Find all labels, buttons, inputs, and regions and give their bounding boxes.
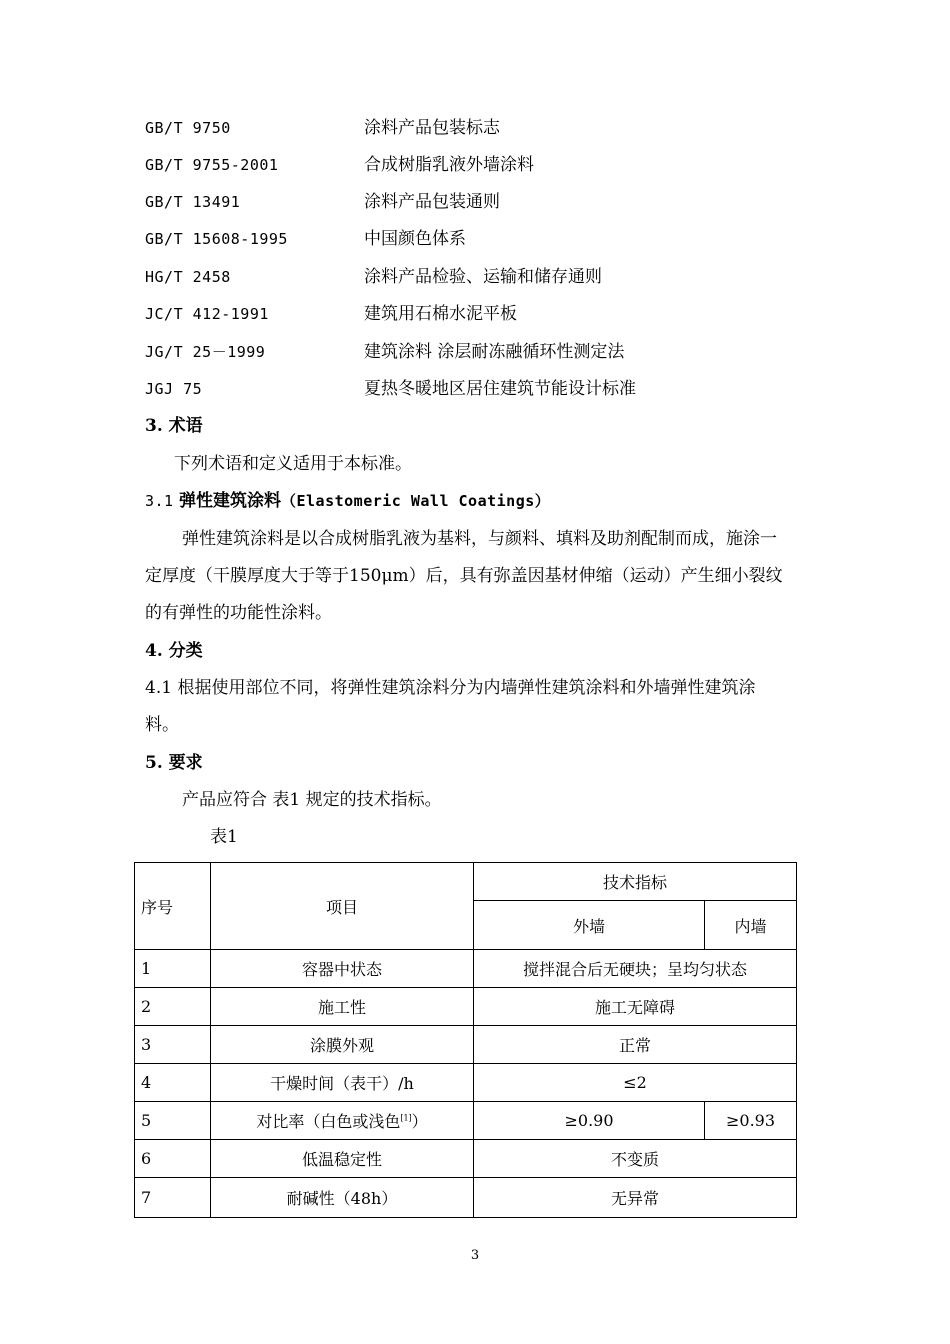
definition-line: 的有弹性的功能性涂料。 [145, 603, 332, 623]
section-5-intro: 产品应符合 表1 规定的技术指标。 [182, 790, 442, 810]
reference-code: GB/T 9755-2001 [145, 156, 279, 174]
table-row [135, 950, 797, 988]
reference-title: 涂料产品包装标志 [364, 118, 500, 138]
reference-code: HG/T 2458 [145, 268, 231, 286]
row-item: 低温稳定性 [211, 1140, 474, 1178]
spec-table [134, 862, 797, 1218]
header-interior: 内墙 [705, 901, 797, 950]
row-item: 耐碱性（48h） [211, 1178, 474, 1218]
section-5-heading: 5. 要求 [145, 753, 203, 773]
row-value: 不变质 [474, 1140, 797, 1178]
row-no: 2 [135, 988, 211, 1026]
reference-title: 涂料产品检验、运输和储存通则 [364, 267, 602, 287]
reference-title: 夏热冬暖地区居住建筑节能设计标准 [364, 379, 636, 399]
row-value: 无异常 [474, 1178, 797, 1218]
footnote-ref: [1] [400, 1113, 412, 1123]
page-number: 3 [470, 1248, 480, 1263]
section-4-1-text: 料。 [145, 715, 179, 735]
row-exterior: ≥0.90 [474, 1102, 705, 1140]
section-3-1-number: 3.1 [145, 492, 174, 510]
reference-title: 建筑用石棉水泥平板 [364, 304, 517, 324]
reference-title: 涂料产品包装通则 [364, 192, 500, 212]
header-no: 序号 [135, 863, 211, 950]
row-value: 正常 [474, 1026, 797, 1064]
section-3-intro: 下列术语和定义适用于本标准。 [174, 454, 412, 474]
table-row [135, 1064, 797, 1102]
table-row [135, 1102, 797, 1140]
section-3-1-title-en: （Elastomeric Wall Coatings） [281, 492, 551, 510]
reference-code: GB/T 13491 [145, 193, 241, 211]
row-interior: ≥0.93 [705, 1102, 797, 1140]
row-item-text-end: ） [411, 1112, 428, 1131]
reference-code: JC/T 412-1991 [145, 305, 269, 323]
table-row [135, 1178, 797, 1218]
row-value: 施工无障碍 [474, 988, 797, 1026]
reference-code: GB/T 15608-1995 [145, 230, 288, 248]
row-no: 5 [135, 1102, 211, 1140]
reference-title: 建筑涂料 涂层耐冻融循环性测定法 [364, 342, 625, 362]
header-exterior: 外墙 [474, 901, 705, 950]
section-4-1-text: 4.1 根据使用部位不同，将弹性建筑涂料分为内墙弹性建筑涂料和外墙弹性建筑涂 [145, 678, 756, 698]
table-row [135, 988, 797, 1026]
header-index: 技术指标 [474, 863, 797, 901]
row-no: 1 [135, 950, 211, 988]
row-item: 容器中状态 [211, 950, 474, 988]
row-item [211, 1102, 474, 1140]
row-item-text: 对比率（白色或浅色 [256, 1112, 401, 1131]
table-row [135, 1026, 797, 1064]
reference-title: 中国颜色体系 [364, 229, 466, 249]
reference-code: JGJ 75 [145, 380, 203, 398]
section-3-1-title: 弹性建筑涂料 [179, 491, 281, 511]
table-header-row [135, 863, 797, 901]
section-3-1-heading [145, 491, 550, 511]
reference-code: JG/T 25－1999 [145, 343, 266, 361]
row-no: 4 [135, 1064, 211, 1102]
table-caption: 表1 [210, 827, 238, 847]
row-item: 施工性 [211, 988, 474, 1026]
row-no: 6 [135, 1140, 211, 1178]
row-item: 涂膜外观 [211, 1026, 474, 1064]
reference-title: 合成树脂乳液外墙涂料 [364, 155, 534, 175]
row-value: 搅拌混合后无硬块；呈均匀状态 [474, 950, 797, 988]
reference-code: GB/T 9750 [145, 119, 231, 137]
section-3-heading: 3. 术语 [145, 416, 203, 436]
row-value: ≤2 [474, 1064, 797, 1102]
definition-line: 弹性建筑涂料是以合成树脂乳液为基料，与颜料、填料及助剂配制而成，施涂一 [182, 529, 777, 549]
section-4-heading: 4. 分类 [145, 641, 203, 661]
header-item: 项目 [211, 863, 474, 950]
row-no: 7 [135, 1178, 211, 1218]
table-row [135, 1140, 797, 1178]
definition-line: 定厚度（干膜厚度大于等于150μm）后，具有弥盖因基材伸缩（运动）产生细小裂纹 [145, 566, 783, 586]
row-no: 3 [135, 1026, 211, 1064]
row-item: 干燥时间（表干）/h [211, 1064, 474, 1102]
